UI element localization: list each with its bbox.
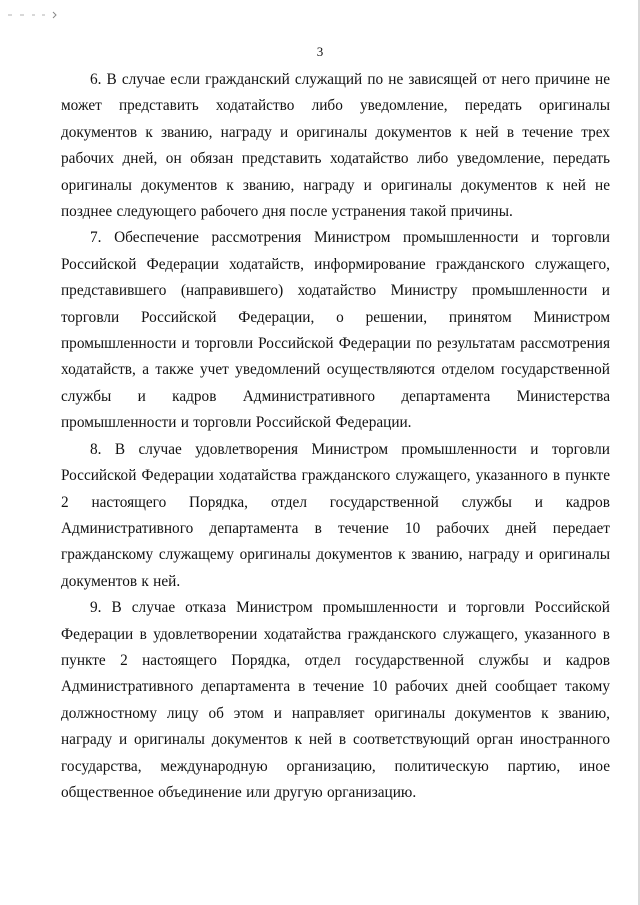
paragraph-6: 6. В случае если гражданский служащий по не зависящей от него причине не может представить ходатайство либо уведомление, передать оригиналы документов к званию, награду и оригиналы документов к ней в течение трех рабочих дней, он обязан представить ходатайство либо уведомление, передать оригиналы документов к званию, награду и оригиналы документов к ней не позднее следующего рабочего дня после устранения такой причины. <box>61 71 610 221</box>
paragraph-9: 9. В случае отказа Министром промышленности и торговли Российской Федерации в удовлетворении ходатайства гражданского служащего, указанного в пункте 2 настоящего Порядка, отдел государственной службы и кадров Административного департамента в течение 10 рабочих дней сообщает такому должностному лицу об этом и направляет оригиналы документов к званию, награду и оригиналы документов к ней в соответствующий орган иностранного государства, международную организацию, политическую партию, иное общественное объединение или другую организацию. <box>61 599 610 801</box>
paragraph-7: 7. Обеспечение рассмотрения Министром промышленности и торговли Российской Федерации ходатайств, информирование гражданского служащего, представившего (направившего) ходатайство Министру промышленности и торговли Российской Федерации, о решении, принятом Министром промышленности и торговли Российской Федерации по результатам рассмотрения ходатайств, а также учет уведомлений осуществляются отделом государственной службы и кадров Административного департамента Министерства промышленности и торговли Российской Федерации. <box>61 229 610 432</box>
paragraph-8: 8. В случае удовлетворения Министром промышленности и торговли Российской Федерации ходатайства гражданского служащего, указанного в пункте 2 настоящего Порядка, отдел государственной службы и кадров Административного департамента в течение 10 рабочих дней передает гражданскому служащему оригиналы документов к званию, награду и оригиналы документов к ней. <box>61 440 610 590</box>
document-body <box>61 67 610 806</box>
page-number: 3 <box>316 44 324 59</box>
scan-artifact-marks <box>6 8 66 22</box>
